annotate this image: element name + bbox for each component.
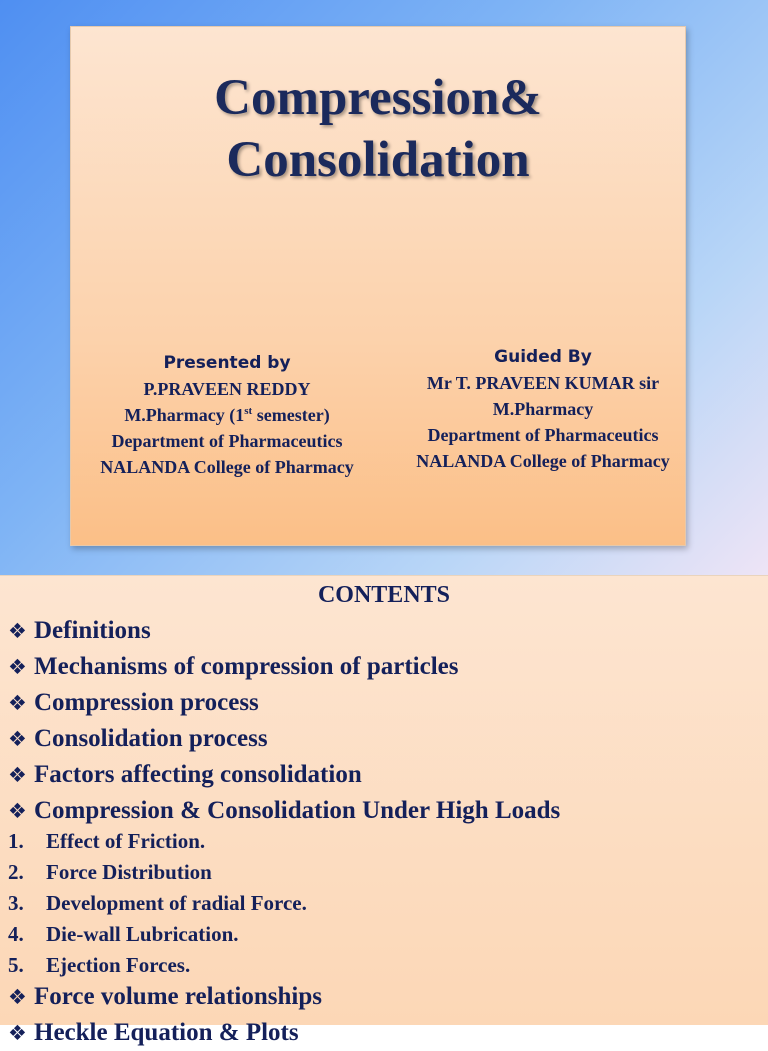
- contents-slide: [0, 575, 768, 1046]
- list-item: 3. Development of radial Force.: [8, 891, 307, 915]
- guide-heading: Guided By: [494, 347, 592, 367]
- diamond-bullet-icon: ❖: [8, 727, 27, 751]
- title-line-1: Compression&: [214, 70, 542, 126]
- presenter-block: [74, 350, 380, 480]
- guide-block: [390, 344, 696, 474]
- diamond-bullet-icon: ❖: [8, 985, 27, 1009]
- guide-name: Mr T. PRAVEEN KUMAR sir: [426, 373, 660, 393]
- presenter-college: NALANDA College of Pharmacy: [100, 457, 354, 477]
- guide-department: Department of Pharmaceutics: [427, 425, 659, 445]
- diamond-bullet-icon: ❖: [8, 763, 27, 787]
- list-item: ❖ Compression process: [8, 685, 560, 721]
- presenter-department: Department of Pharmaceutics: [111, 431, 343, 451]
- list-item: ❖ Compression & Consolidation Under High Loads: [8, 793, 560, 829]
- contents-numbered-list: [8, 826, 307, 981]
- list-item: 1. Effect of Friction.: [8, 829, 206, 853]
- diamond-bullet-icon: ❖: [8, 1021, 27, 1045]
- contents-bullet-list: [8, 613, 560, 829]
- guide-college: NALANDA College of Pharmacy: [416, 451, 670, 471]
- diamond-bullet-icon: ❖: [8, 691, 27, 715]
- list-item: ❖ Heckle Equation & Plots: [8, 1015, 322, 1051]
- title-line-2: Consolidation: [226, 132, 530, 188]
- list-item: ❖ Consolidation process: [8, 721, 560, 757]
- contents-heading: CONTENTS: [317, 582, 451, 608]
- presenter-heading: Presented by: [163, 353, 291, 373]
- contents-bullet-list-continued: [8, 979, 322, 1051]
- guide-degree: M.Pharmacy: [492, 399, 594, 419]
- list-item: 4. Die-wall Lubrication.: [8, 922, 239, 946]
- slide-title: [71, 67, 685, 191]
- presenter-degree: M.Pharmacy (1st semester): [124, 405, 330, 425]
- list-item: 5. Ejection Forces.: [8, 953, 191, 977]
- list-item: ❖ Mechanisms of compression of particles: [8, 649, 560, 685]
- list-item: ❖ Force volume relationships: [8, 979, 322, 1015]
- diamond-bullet-icon: ❖: [8, 619, 27, 643]
- diamond-bullet-icon: ❖: [8, 799, 27, 823]
- list-item: 2. Force Distribution: [8, 860, 212, 884]
- presenter-name: P.PRAVEEN REDDY: [143, 379, 311, 399]
- diamond-bullet-icon: ❖: [8, 655, 27, 679]
- list-item: ❖ Definitions: [8, 613, 560, 649]
- list-item: ❖ Factors affecting consolidation: [8, 757, 560, 793]
